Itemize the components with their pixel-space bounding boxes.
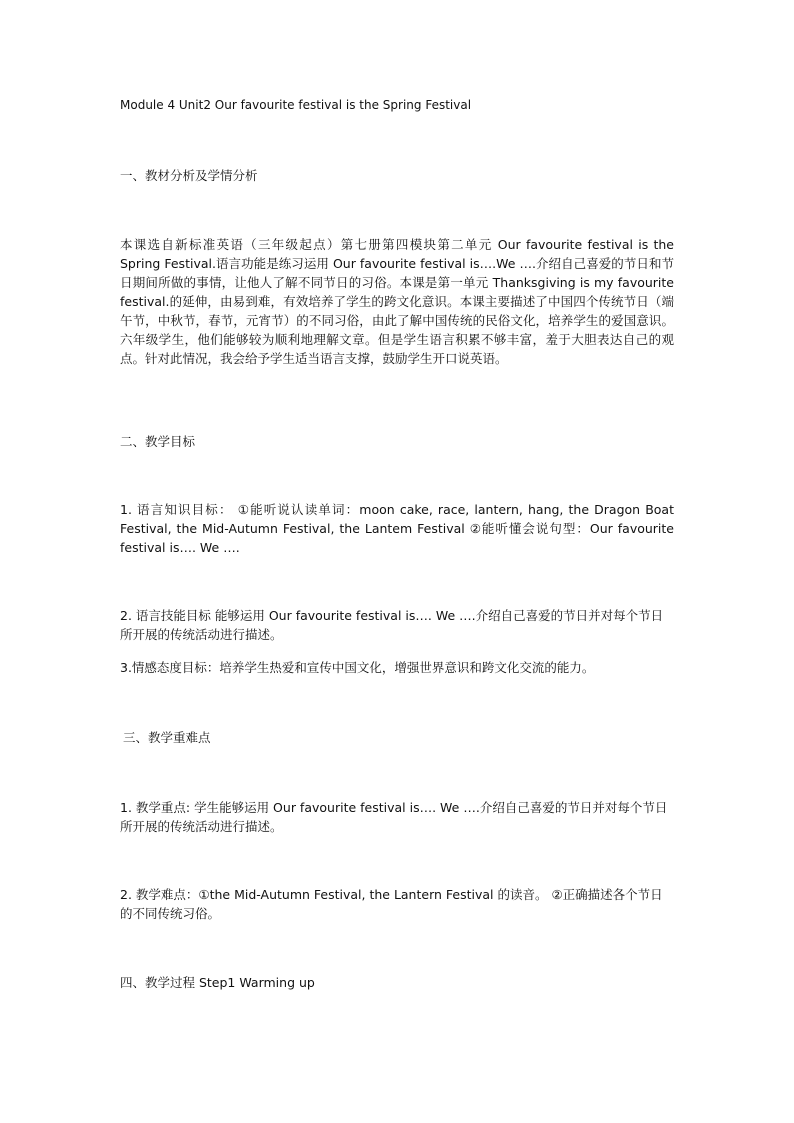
- document-title: Module 4 Unit2 Our favourite festival is the Spring Festival: [120, 98, 472, 112]
- difficult-point-paragraph: 2. 教学难点：①the Mid-Autumn Festival, the Lantern Festival 的读音。 ②正确描述各个节日的不同传统习俗。: [120, 887, 663, 921]
- objective-attitude: 3.情感态度目标：培养学生热爱和宣传中国文化，增强世界意识和跨文化交流的能力。: [120, 660, 595, 675]
- section-heading-analysis: 一、教材分析及学情分析: [120, 168, 258, 183]
- section-heading-key-points: 三、教学重难点: [123, 730, 211, 745]
- section-heading-objectives: 二、教学目标: [120, 434, 196, 449]
- analysis-paragraph: 本课选自新标准英语（三年级起点）第七册第四模块第二单元 Our favourite festival is the Spring Festival.语言功能是练习运用 Our favourite festival is….We ….介绍自己喜爱的节日和节日期间所做的事情，让他人了解不同节日的习俗。本课是第一单元 Thanksgiving is my favourite festival.的延伸，由易到难，有效培养了学生的跨文化意识。本课主要描述了中国四个传统节日（端午节，中秋节，春节，元宵节）的不同习俗，由此了解中国传统的民俗文化，培养学生的爱国意识。 六年级学生，他们能够较为顺利地理解文章。但是学生语言积累不够丰富，羞于大胆表达自己的观点。针对此情况，我会给予学生适当语言支撑，鼓励学生开口说英语。: [120, 237, 674, 366]
- objective-knowledge: 1. 语言知识目标： ①能听说认读单词：moon cake, race, lantern, hang, the Dragon Boat Festival, the Mid-Autumn Festival, the Lantem Festival ②能听懂会说句型：Our favourite festival is…. We ….: [120, 502, 674, 555]
- key-point-paragraph: 1. 教学重点: 学生能够运用 Our favourite festival is…. We ….介绍自己喜爱的节日并对每个节日所开展的传统活动进行描述。: [120, 800, 668, 834]
- objective-skills: 2. 语言技能目标 能够运用 Our favourite festival is…. We ….介绍自己喜爱的节日并对每个节日所开展的传统活动进行描述。: [120, 608, 664, 642]
- section-heading-process: 四、教学过程 Step1 Warming up: [120, 975, 315, 990]
